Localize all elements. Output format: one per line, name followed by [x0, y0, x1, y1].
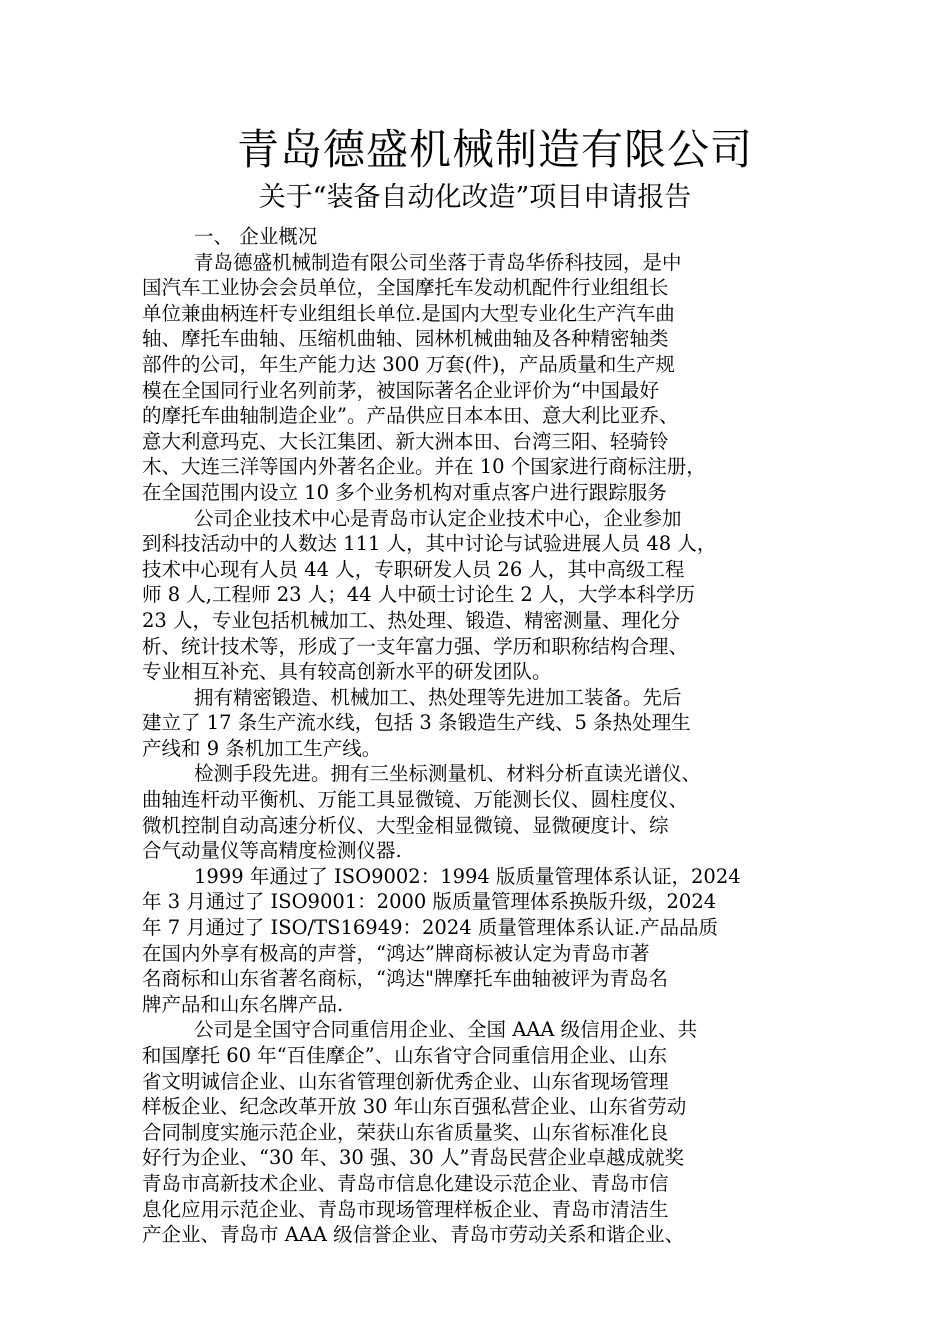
paragraph-line: 年 7 月通过了 ISO/TS16949：2024 质量管理体系认证.产品品质 [142, 916, 719, 940]
paragraph-line: 微机控制自动高速分析仪、大型金相显微镜、显微硬度计、综 [142, 813, 669, 837]
paragraph-line: 产企业、青岛市 AAA 级信誉企业、青岛市劳动关系和谐企业、 [142, 1223, 685, 1247]
paragraph-line: 和国摩托 60 年“百佳摩企”、山东省守合同重信用企业、山东 [142, 1044, 668, 1067]
paragraph-list [142, 250, 832, 1248]
paragraph-line: 建立了 17 条生产流水线，包括 3 条锻造生产线、5 条热处理生 [142, 711, 691, 735]
paragraph [142, 864, 832, 1018]
paragraph-line: 技术中心现有人员 44 人，专职研发人员 26 人，其中高级工程 [142, 557, 685, 581]
paragraph-line: 国汽车工业协会会员单位，全国摩托车发动机配件行业组组长 [142, 276, 669, 300]
paragraph-line: 拥有精密锻造、机械加工、热处理等先进加工装备。先后 [194, 685, 682, 709]
paragraph-line: 意大利意玛克、大长江集团、新大洲本田、台湾三阳、轻骑铃 [142, 429, 669, 453]
paragraph-line: 专业相互补充、具有较高创新水平的研发团队。 [142, 660, 552, 684]
paragraph-line: 青岛市高新技术企业、青岛市信息化建设示范企业、青岛市信 [142, 1171, 669, 1195]
paragraph-line: 样板企业、纪念改革开放 30 年山东百强私营企业、山东省劳动 [142, 1095, 687, 1119]
section-heading: 一、 企业概况 [194, 225, 318, 248]
paragraph-line: 析、统计技术等，形成了一支年富力强、学历和职称结构合理、 [142, 634, 689, 658]
paragraph-line: 23 人，专业包括机械加工、热处理、锻造、精密测量、理化分 [142, 608, 681, 632]
paragraph-line: 轴、摩托车曲轴、压缩机曲轴、园林机械曲轴及各种精密轴类 [142, 327, 669, 351]
paragraph [142, 761, 832, 863]
paragraph [142, 685, 832, 762]
paragraph-line: 曲轴连杆动平衡机、万能工具显微镜、万能测长仪、圆柱度仪、 [142, 788, 689, 812]
paragraph-line: 1999 年通过了 ISO9002：1994 版质量管理体系认证，2024 [194, 864, 741, 888]
paragraph-line: 合同制度实施示范企业，荣获山东省质量奖、山东省标准化良 [142, 1120, 669, 1144]
paragraph-line: 在全国范围内设立 10 多个业务机构对重点客户进行跟踪服务 [142, 480, 667, 504]
paragraph-line: 木、大连三洋等国内外著名企业。并在 10 个国家进行商标注册， [142, 455, 706, 479]
paragraph-line: 公司是全国守合同重信用企业、全国 AAA 级信用企业、共 [194, 1018, 698, 1042]
document-subtitle: 关于“装备自动化改造”项目申请报告 [258, 182, 692, 213]
paragraph-line: 合气动量仪等高精度检测仪器. [142, 839, 402, 863]
paragraph-line: 好行为企业、“30 年、30 强、30 人”青岛民营企业卓越成就奖 [142, 1146, 684, 1170]
paragraph-line: 息化应用示范企业、青岛市现场管理样板企业、青岛市清洁生 [142, 1197, 669, 1221]
paragraph [142, 506, 832, 685]
document-title: 青岛德盛机械制造有限公司 [236, 125, 753, 174]
paragraph-line: 到科技活动中的人数达 111 人，其中讨论与试验进展人员 48 人， [142, 532, 717, 556]
paragraph-line: 牌产品和山东名牌产品. [142, 992, 344, 1016]
paragraph-line: 师 8 人,工程师 23 人；44 人中硕士讨论生 2 人，大学本科学历 [142, 583, 696, 607]
paragraph-line: 产线和 9 条机加工生产线。 [142, 736, 382, 760]
paragraph [142, 250, 832, 506]
paragraph-line: 的摩托车曲轴制造企业”。产品供应日本本田、意大利比亚乔、 [142, 404, 679, 428]
paragraph [142, 1017, 832, 1247]
paragraph-line: 公司企业技术中心是青岛市认定企业技术中心，企业参加 [194, 506, 682, 530]
paragraph-line: 省文明诚信企业、山东省管理创新优秀企业、山东省现场管理 [142, 1069, 669, 1093]
paragraph-line: 检测手段先进。拥有三坐标测量机、材料分析直读光谱仪、 [194, 762, 702, 786]
paragraph-line: 模在全国同行业名列前茅，被国际著名企业评价为“中国最好 [142, 378, 659, 402]
paragraph-line: 单位兼曲柄连杆专业组组长单位.是国内大型专业化生产汽车曲 [142, 301, 675, 325]
document-body [142, 224, 832, 1248]
paragraph-line: 名商标和山东省著名商标，“鸿达"牌摩托车曲轴被评为青岛名 [142, 967, 668, 991]
paragraph-line: 青岛德盛机械制造有限公司坐落于青岛华侨科技园，是中 [194, 250, 682, 274]
paragraph-line: 部件的公司，年生产能力达 300 万套(件)，产品质量和生产规 [142, 352, 675, 376]
paragraph-line: 在国内外享有极高的声誉，“鸿达”牌商标被认定为青岛市著 [142, 941, 650, 965]
paragraph-line: 年 3 月通过了 ISO9001：2000 版质量管理体系换版升级，2024 [142, 890, 717, 914]
